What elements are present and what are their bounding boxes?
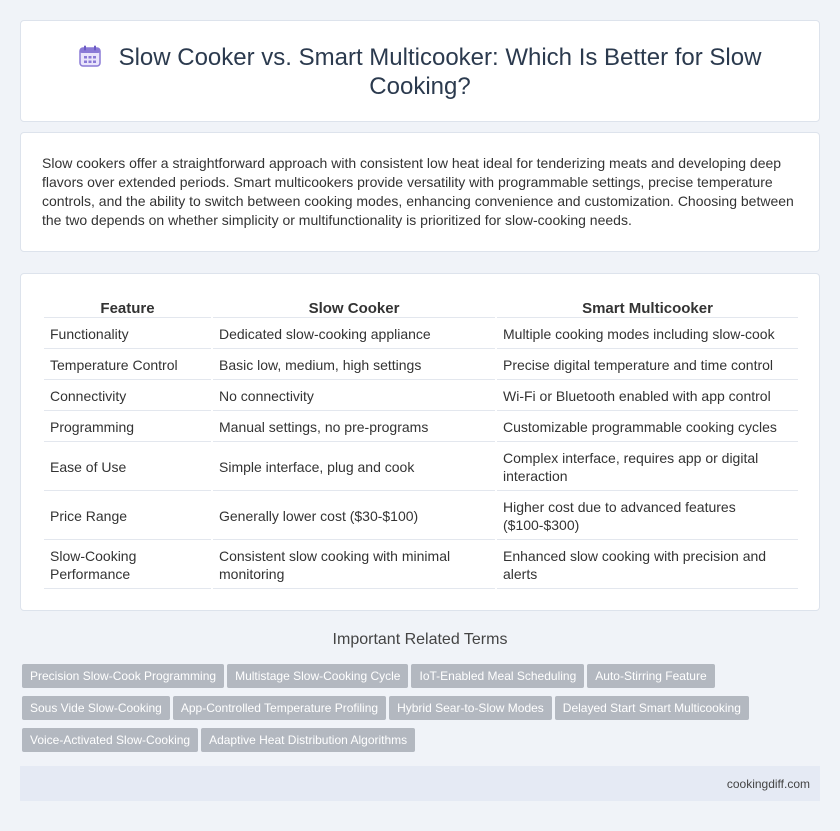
header-slow-cooker: Slow Cooker xyxy=(213,296,495,318)
feature-cell: Connectivity xyxy=(44,382,211,411)
feature-cell: Temperature Control xyxy=(44,351,211,380)
term-tag[interactable]: Multistage Slow-Cooking Cycle xyxy=(227,664,408,688)
footer xyxy=(20,766,820,801)
tag-row xyxy=(22,664,822,696)
table-row xyxy=(44,493,798,540)
header-feature: Feature xyxy=(44,296,211,318)
feature-cell: Programming xyxy=(44,413,211,442)
term-tag[interactable]: App-Controlled Temperature Profiling xyxy=(173,696,386,720)
smart-multicooker-cell: Higher cost due to advanced features ($100-$300) xyxy=(497,493,798,540)
header-smart-multicooker: Smart Multicooker xyxy=(497,296,798,318)
term-tag[interactable]: Delayed Start Smart Multicooking xyxy=(555,696,749,720)
page-title xyxy=(71,43,769,101)
table-row xyxy=(44,320,798,349)
feature-cell: Functionality xyxy=(44,320,211,349)
table-row xyxy=(44,542,798,589)
page-title-text: Slow Cooker vs. Smart Multicooker: Which Is Better for Slow Cooking? xyxy=(118,44,762,100)
tag-row xyxy=(22,728,822,760)
smart-multicooker-cell: Enhanced slow cooking with precision and alerts xyxy=(497,542,798,589)
slow-cooker-cell: Simple interface, plug and cook xyxy=(213,444,495,491)
smart-multicooker-cell: Complex interface, requires app or digital interaction xyxy=(497,444,798,491)
table-row xyxy=(44,413,798,442)
slow-cooker-cell: No connectivity xyxy=(213,382,495,411)
intro-paragraph: Slow cookers offer a straightforward approach with consistent low heat ideal for tenderizing meats and developing deep flavors over extended periods. Smart multicookers provide versatility with programmable settings, precise temperature controls, and the ability to switch between cooking modes, enhancing convenience and customization. Choosing between the two depends on whether simplicity or multifunctionality is prioritized for slow-cooking needs. xyxy=(42,155,794,228)
smart-multicooker-cell: Precise digital temperature and time control xyxy=(497,351,798,380)
term-tag[interactable]: Auto-Stirring Feature xyxy=(587,664,714,688)
table-row xyxy=(44,351,798,380)
table-header-row xyxy=(44,296,798,318)
feature-cell: Price Range xyxy=(44,493,211,540)
slow-cooker-cell: Consistent slow cooking with minimal monitoring xyxy=(213,542,495,589)
related-terms-title: Important Related Terms xyxy=(332,631,508,648)
slow-cooker-cell: Generally lower cost ($30-$100) xyxy=(213,493,495,540)
calendar-icon xyxy=(79,45,101,67)
term-tag[interactable]: Sous Vide Slow-Cooking xyxy=(22,696,170,720)
feature-cell: Ease of Use xyxy=(44,444,211,491)
table-row xyxy=(44,444,798,491)
footer-site-link[interactable]: cookingdiff.com xyxy=(726,777,810,791)
related-terms-tags xyxy=(22,664,822,760)
term-tag[interactable]: IoT-Enabled Meal Scheduling xyxy=(411,664,584,688)
tag-row xyxy=(22,696,822,728)
term-tag[interactable]: Adaptive Heat Distribution Algorithms xyxy=(201,728,415,752)
intro-card xyxy=(20,132,820,252)
term-tag[interactable]: Hybrid Sear-to-Slow Modes xyxy=(389,696,552,720)
comparison-table xyxy=(42,294,800,591)
slow-cooker-cell: Basic low, medium, high settings xyxy=(213,351,495,380)
comparison-card xyxy=(20,273,820,611)
smart-multicooker-cell: Customizable programmable cooking cycles xyxy=(497,413,798,442)
feature-cell: Slow-Cooking Performance xyxy=(44,542,211,589)
term-tag[interactable]: Precision Slow-Cook Programming xyxy=(22,664,224,688)
term-tag[interactable]: Voice-Activated Slow-Cooking xyxy=(22,728,198,752)
smart-multicooker-cell: Multiple cooking modes including slow-cook xyxy=(497,320,798,349)
slow-cooker-cell: Dedicated slow-cooking appliance xyxy=(213,320,495,349)
table-row xyxy=(44,382,798,411)
header-card xyxy=(20,20,820,122)
smart-multicooker-cell: Wi-Fi or Bluetooth enabled with app control xyxy=(497,382,798,411)
slow-cooker-cell: Manual settings, no pre-programs xyxy=(213,413,495,442)
